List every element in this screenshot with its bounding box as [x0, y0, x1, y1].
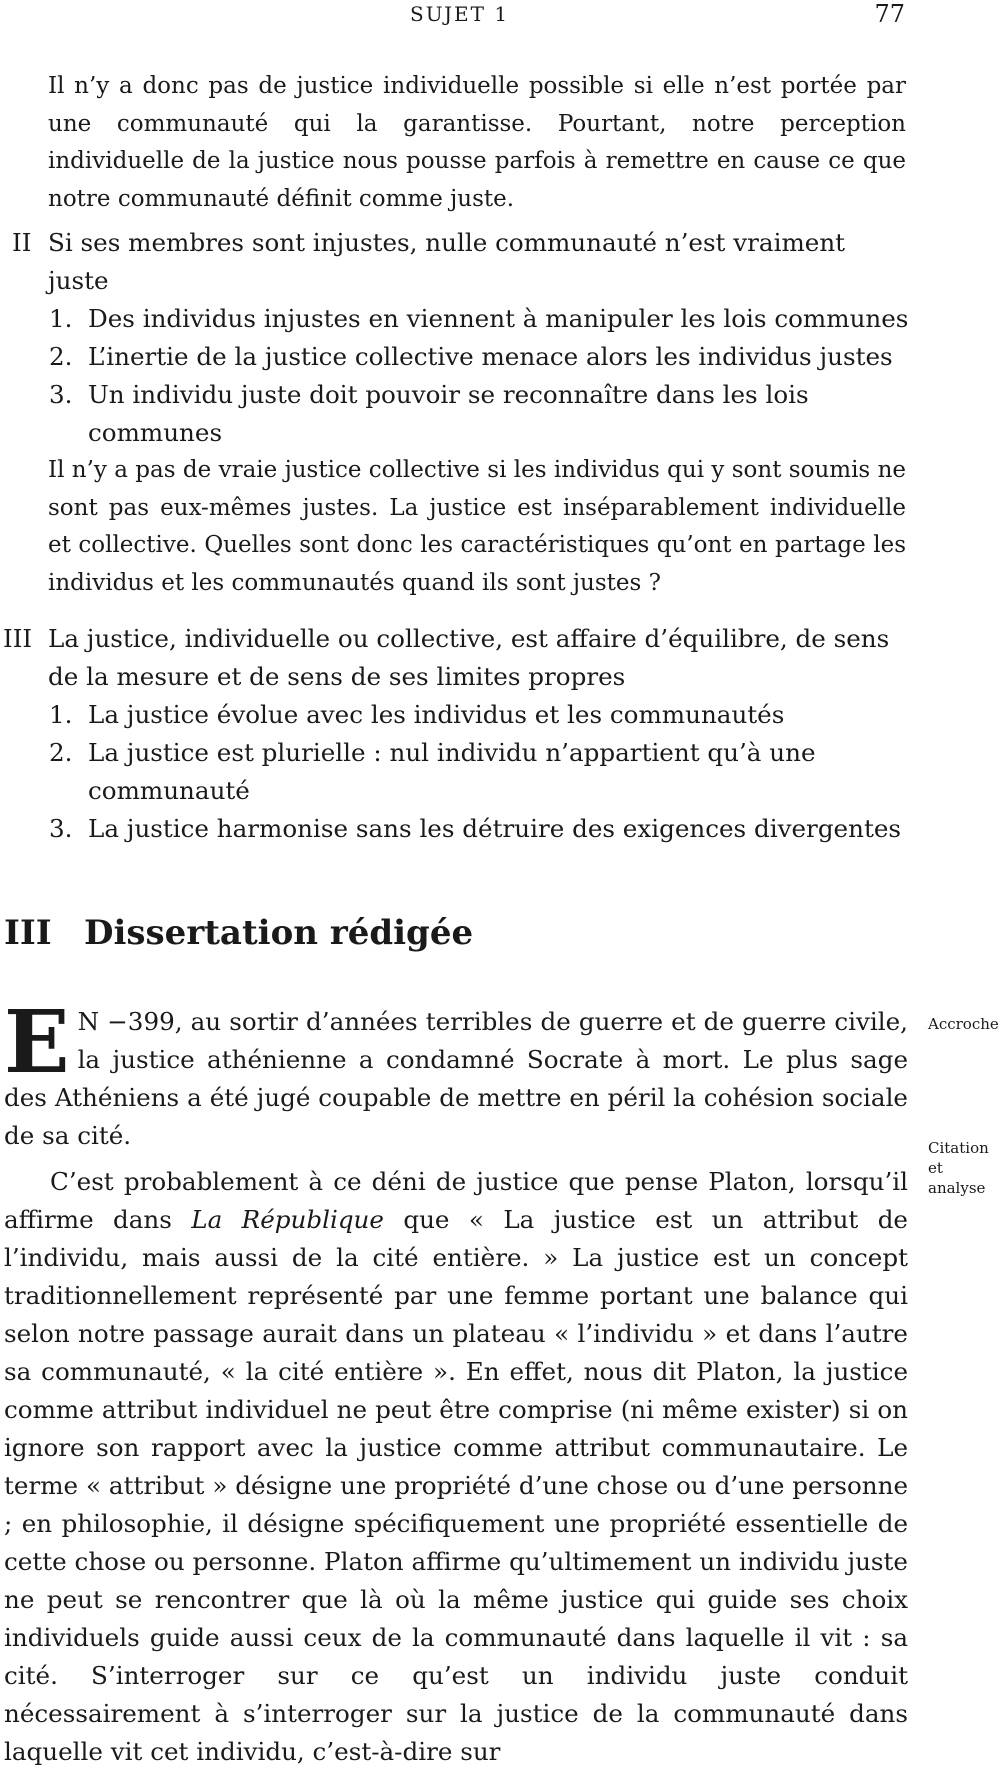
outline-item-text: L’inertie de la justice collective menace alors les individus justes — [88, 342, 893, 371]
margin-note-citation-line1: Citation — [928, 1139, 989, 1157]
page-number: 77 — [874, 0, 905, 28]
outline-item-text: La justice évolue avec les individus et les communautés — [88, 700, 785, 729]
outline-numeral: II — [12, 228, 32, 257]
outline-heading-text: La justice, individuelle ou collective, est affaire d’équilibre, de sens de la mesure et de sens de ses limites propres — [48, 624, 890, 691]
outline-item — [0, 734, 910, 810]
outline-item-text: La justice harmonise sans les détruire des exigences divergentes — [88, 814, 902, 843]
running-title: SUJET 1 — [410, 2, 510, 26]
outline-item-number: 1. — [49, 700, 73, 729]
outline-item-text: La justice est plurielle : nul individu n’appartient qu’à une communauté — [88, 738, 816, 805]
citation-text-after: que « La justice est un attribut de l’individu, mais aussi de la cité entière. » La justice est un concept traditionnellement représenté par une femme portant une balance qui selon notre passage aurait dans un plateau « l’individu » et dans l’autre sa communauté, « la cité entière ». En effet, nous dit Platon, la justice comme attribut individuel ne peut être comprise (ni même exister) si on ignore son rapport avec la justice comme attribut communautaire. Le terme « attribut » désigne une propriété d’une chose ou d’une personne ; en philosophie, il désigne spécifiquement une propriété essentielle de cette chose ou personne. Platon affirme qu’ultimement un individu juste ne peut se rencontrer que là où la même justice qui guide ses choix individuels guide aussi ceux de la communauté dans laquelle il vit : sa cité. S’interroger sur ce qu’est un individu juste conduit nécessairement à s’interroger sur la justice de la communauté dans laquelle vit cet individu, c’est-à-dire sur — [4, 1205, 908, 1766]
first-word-rest: N — [77, 1007, 100, 1036]
drop-cap: E — [4, 992, 70, 1093]
margin-note-citation-line2: et analyse — [928, 1159, 986, 1197]
outline-item — [0, 338, 910, 376]
book-title: La République — [191, 1205, 384, 1234]
outline-item — [0, 696, 910, 734]
margin-note-accroche: Accroche — [928, 1015, 999, 1033]
outline-numeral: III — [3, 624, 33, 653]
outline-item-number: 2. — [49, 342, 73, 371]
outline-item-number: 3. — [49, 380, 73, 409]
intro-paragraph — [4, 992, 908, 1155]
intro-paragraph-text: −399, au sortir d’années terribles de guerre et de guerre civile, la justice athénienne a condamné Socrate à mort. Le plus sage des Athéniens a été jugé coupable de mettre en péril la cohésion sociale de sa cité. — [4, 1007, 908, 1150]
outline-item — [0, 376, 910, 452]
outline-item-text: Un individu juste doit pouvoir se reconnaître dans les lois communes — [88, 380, 809, 447]
margin-note-citation — [928, 1138, 1000, 1198]
outline-item — [0, 300, 910, 338]
transition-paragraph-2: Il n’y a pas de vraie justice collective si les individus qui y sont soumis ne sont pas eux-mêmes justes. La justice est inséparablement individuelle et collective. Quelles sont donc les caractéristiques qu’ont en partage les individus et les communautés quand ils sont justes ? — [48, 457, 906, 596]
outline-item-text: Des individus injustes en viennent à manipuler les lois communes — [88, 304, 909, 333]
citation-paragraph — [4, 1163, 908, 1771]
outline-part-iii — [0, 620, 910, 848]
section-number: III — [4, 913, 52, 953]
section-title: Dissertation rédigée — [84, 913, 474, 953]
outline-heading — [0, 224, 910, 300]
outline-item-number: 2. — [49, 738, 73, 767]
section-heading — [4, 913, 473, 953]
running-head — [0, 0, 905, 26]
outline-item — [0, 810, 910, 848]
dissertation-body — [4, 992, 908, 1771]
outline-item-number: 1. — [49, 304, 73, 333]
transition-paragraph-1: Il n’y a donc pas de justice individuelle possible si elle n’est portée par une communauté qui la garantisse. Pourtant, notre perception individuelle de la justice nous pousse parfois à remettre en cause ce que notre communauté définit comme juste. — [48, 73, 906, 212]
outline-heading — [0, 620, 910, 696]
citation-text-before: C’est probablement à ce déni de justice que pense Platon, lorsqu’il affirme dans — [4, 1167, 908, 1234]
outline-heading-text: Si ses membres sont injustes, nulle communauté n’est vraiment juste — [48, 228, 846, 295]
outline-part-ii — [0, 224, 910, 452]
outline-item-number: 3. — [49, 814, 73, 843]
